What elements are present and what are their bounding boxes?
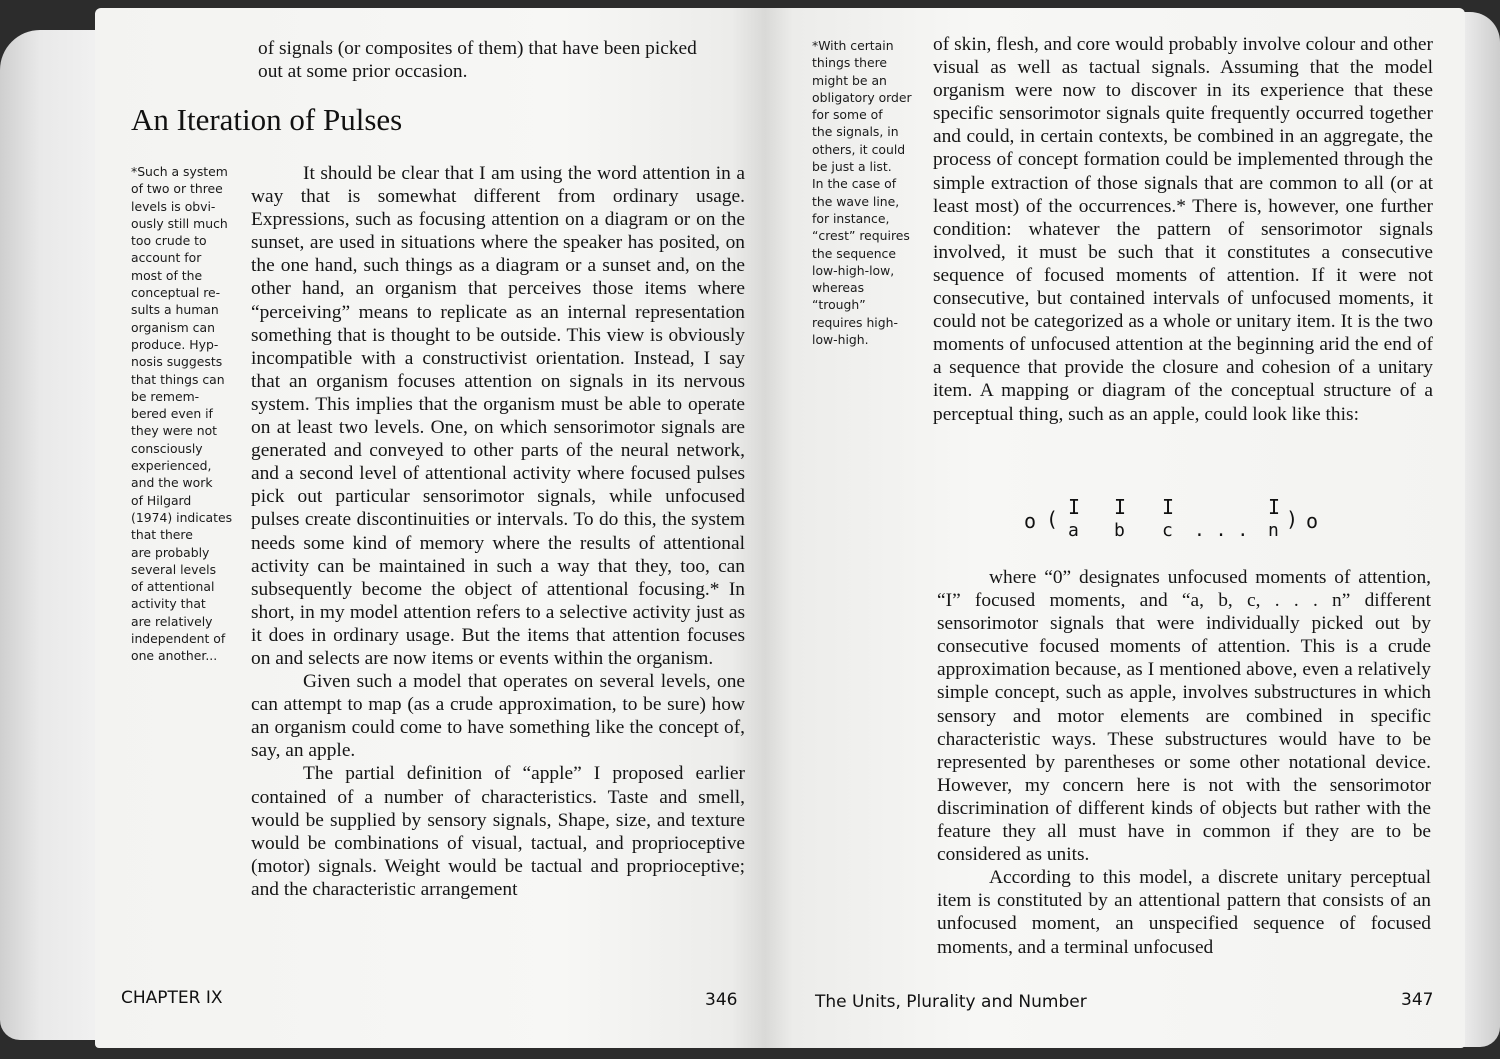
right-paragraph-3: According to this model, a discrete unitary perceptual item is constituted by an attentional pattern that consists of an unfocused moment, an unspecified sequence of focused moments, and a terminal unfocused <box>937 867 1431 958</box>
page-stack-left <box>0 30 100 1040</box>
right-sidenote: *With certain things there might be an obligatory order for some of the signals, in others, it could be just a list. In the case of the wave line, for instance, “crest” requires the sequence low-high-low, whereas “trough” requires high- low-high. <box>812 38 912 348</box>
concept-structure-diagram <box>1024 496 1354 544</box>
formula-focus-4: I <box>1268 495 1281 519</box>
right-paragraph-2: where “0” designates unfocused moments of attention, “I” focused moments, and “a, b, c, . . . n” different sensorimotor signals that were individually picked out by consecutive focused moments of attention. This is a crude approximation because, as I mentioned above, even a relatively simple concept, such as apple, involves substructures in which sensory and motor elements are combined in specific characteristic ways. These substructures would have to be represented by parentheses or some other notational device. However, my concern here is not with the sensorimotor discrimination of different kinds of objects but rather with the feature they all must have in common if they are to be considered as units. <box>937 567 1431 866</box>
formula-unfocused-start: o <box>1024 509 1037 533</box>
right-body-before <box>933 33 1433 426</box>
formula-signal-c: c <box>1162 520 1173 541</box>
left-paragraph-3: The partial definition of “apple” I proposed earlier contained of a number of characteristics. Taste and smell, would be supplied by sensory signals, Shape, size, and texture would be combinations of visual, tactual, and proprioceptive (motor) signals. Weight would be tactual and proprioceptive; and the characteristic arrangement <box>251 763 745 900</box>
formula-focus-1: I <box>1068 495 1081 519</box>
formula-signal-n: n <box>1268 520 1279 541</box>
left-body <box>251 162 745 901</box>
right-footer-page-number: 347 <box>1401 990 1434 1010</box>
formula-paren-close: ) <box>1286 507 1299 531</box>
formula-signal-b: b <box>1114 520 1125 541</box>
left-paragraph-2: Given such a model that operates on several levels, one can attempt to map (as a crude approximation, to be sure) how an organism could come to have something like the concept of, say, an apple. <box>251 671 745 762</box>
formula-ellipsis: . . . <box>1194 520 1249 541</box>
left-footer-chapter: CHAPTER IX <box>121 988 223 1008</box>
right-footer-title: The Units, Plurality and Number <box>815 992 1087 1012</box>
left-paragraph-1: It should be clear that I am using the word attention in a way that is somewhat different from ordinary usage. Expressions, such as focusing attention on a diagram or on the sunset, are used in situations where the speaker has posited, on the one hand, such things as a diagram or a sunset and, on the other hand, an organism that perceives those items where “perceiving” means to replicate as an internal representation something that is thought to be outside. This view is obviously incompatible with a constructivist orientation. Instead, I say that an organism focuses attention on signals in its nervous system. This implies that the organism must be able to operate on at least two levels. One, on which sensorimotor signals are generated and conveyed to other parts of the neural network, and a second level of attentional activity where focused pulses pick out particular sensorimotor signals, while unfocused pulses create discontinuities or intervals. To do this, the system needs some kind of memory where the results of attentional activity can be maintained in such a way that they, too, can subsequently become the object of attentional focusing.* In short, in my model attention refers to a selective activity just as it does in ordinary usage. But the items that attention focuses on and selects are now items or events within the organism. <box>251 163 745 669</box>
left-top-lines <box>258 37 746 83</box>
left-top-line-2: out at some prior occasion. <box>258 61 468 83</box>
section-heading: An Iteration of Pulses <box>131 102 403 137</box>
left-sidenote: *Such a system of two or three levels is obvi- ously still much too crude to account for most of the conceptual re- sults a human organism can produce. Hyp- nosis suggests that things can be remem- bered even if they were not consciously experienced, and the work of Hilgard (1974) indicates that there are probably several levels of attentional activity that are relatively independent of one another... <box>131 164 233 664</box>
formula-focus-3: I <box>1162 495 1175 519</box>
formula-unfocused-end: o <box>1306 509 1319 533</box>
formula-signal-a: a <box>1068 520 1079 541</box>
formula-paren-open: ( <box>1046 507 1059 531</box>
right-paragraph-1: of skin, flesh, and core would probably involve colour and other visual as well as tactual signals. Assuming that the model organism were now to discover in its experience that these specific sensorimotor signals quite frequently occurred together and could, in certain contexts, be combined in an aggregate, the process of concept formation could be implemented through the simple extraction of those signals that are common to all (or at least most) of the occurrences.* There is, however, one further condition: whatever the pattern of sensorimotor signals involved, it must be such that it constitutes a consecutive sequence of focused moments of attention. If it were not consecutive, but contained intervals of unfocused moments, it could not be categorized as a whole or unitary item. It is the two moments of unfocused attention at the beginning arid the end of a sequence that provide the closure and cohesion of a unitary item. A mapping or diagram of the conceptual structure of a perceptual thing, such as an apple, could look like this: <box>933 34 1433 425</box>
right-body-after <box>937 566 1431 959</box>
left-footer-page-number: 346 <box>705 990 738 1010</box>
formula-focus-2: I <box>1114 495 1127 519</box>
left-top-line-1: of signals (or composites of them) that have been picked <box>258 38 697 59</box>
